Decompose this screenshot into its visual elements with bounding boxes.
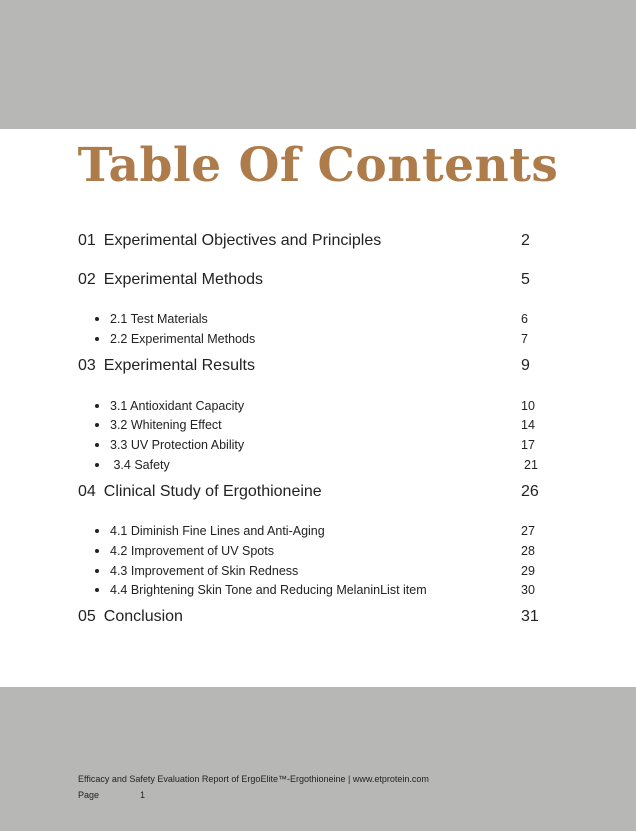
toc-item-2-1[interactable]	[0, 309, 636, 329]
footer-report-title: Efficacy and Safety Evaluation Report of ErgoElite™-Ergothioneine	[78, 774, 346, 784]
toc-item-label: 3.1 Antioxidant Capacity	[110, 399, 245, 413]
toc-page-number: 21	[524, 458, 538, 472]
footer-report-line	[78, 773, 429, 785]
bullet-icon	[95, 529, 99, 533]
toc-section-03[interactable]	[0, 356, 636, 376]
toc-page-number: 17	[521, 438, 535, 452]
footer-website-link[interactable]: www.etprotein.com	[352, 774, 429, 784]
toc-section-label	[78, 231, 381, 251]
toc-section-number: 02	[78, 271, 96, 288]
toc-section-label	[78, 356, 255, 376]
toc-item-label: 4.1 Diminish Fine Lines and Anti-Aging	[110, 524, 325, 538]
toc-section-01[interactable]	[0, 231, 636, 251]
toc-item-4-1[interactable]	[0, 521, 636, 541]
toc-item-4-4[interactable]	[0, 580, 636, 600]
toc-page-number: 29	[521, 564, 535, 578]
toc-item-label: 4.3 Improvement of Skin Redness	[110, 564, 299, 578]
footer-page-label: Page	[78, 790, 100, 800]
toc-page-number: 5	[521, 271, 530, 288]
toc-section-title: Experimental Methods	[103, 271, 263, 288]
toc-section-title: Experimental Results	[103, 357, 255, 374]
toc-section-number: 05	[78, 608, 96, 625]
toc-section-title: Conclusion	[103, 608, 183, 625]
toc-page-number: 26	[521, 483, 539, 500]
toc-item-label: 3.3 UV Protection Ability	[110, 438, 245, 452]
toc-section-02[interactable]	[0, 270, 636, 290]
footer-band	[0, 687, 636, 831]
toc-item-label: 4.4 Brightening Skin Tone and Reducing MelaninList item	[110, 583, 427, 597]
toc-page-number: 10	[521, 399, 535, 413]
toc-item-4-2[interactable]	[0, 541, 636, 561]
footer-separator: |	[348, 774, 351, 784]
toc-page-number: 7	[521, 332, 528, 346]
toc-section-number: 04	[78, 483, 96, 500]
bullet-icon	[95, 337, 99, 341]
toc-section-label	[78, 270, 263, 290]
toc-page-number: 14	[521, 418, 535, 432]
toc-item-label: 3.2 Whitening Effect	[110, 418, 222, 432]
footer-page-number: 1	[140, 790, 146, 800]
bullet-icon	[95, 423, 99, 427]
bullet-icon	[95, 443, 99, 447]
toc-section-number: 03	[78, 357, 96, 374]
toc-page-number: 27	[521, 524, 535, 538]
toc-page-number: 31	[521, 608, 539, 625]
bullet-icon	[95, 463, 99, 467]
bullet-icon	[95, 569, 99, 573]
toc-section-title: Experimental Objectives and Principles	[103, 232, 382, 249]
toc-item-4-3[interactable]	[0, 561, 636, 581]
toc-item-3-2[interactable]	[0, 415, 636, 435]
toc-section-05[interactable]	[0, 607, 636, 627]
toc-page-number: 9	[521, 357, 530, 374]
toc-section-title: Clinical Study of Ergothioneine	[103, 483, 322, 500]
toc-page-number: 30	[521, 583, 535, 597]
bullet-icon	[95, 588, 99, 592]
toc-item-3-4[interactable]	[0, 455, 636, 475]
toc-section-label	[78, 482, 322, 502]
toc-section-number: 01	[78, 232, 96, 249]
toc-item-3-1[interactable]	[0, 396, 636, 416]
toc-item-label: 3.4 Safety	[110, 458, 170, 472]
toc-page-number: 6	[521, 312, 528, 326]
toc-item-label: 2.2 Experimental Methods	[110, 332, 256, 346]
toc-section-label	[78, 607, 183, 627]
page-title: Table Of Contents	[77, 138, 559, 193]
toc-section-04[interactable]	[0, 482, 636, 502]
toc-item-label: 4.2 Improvement of UV Spots	[110, 544, 274, 558]
toc-page-number: 2	[521, 232, 530, 249]
toc-page-number: 28	[521, 544, 535, 558]
toc-item-3-3[interactable]	[0, 435, 636, 455]
bullet-icon	[95, 317, 99, 321]
bullet-icon	[95, 549, 99, 553]
bullet-icon	[95, 404, 99, 408]
toc-item-label: 2.1 Test Materials	[110, 312, 208, 326]
toc-item-2-2[interactable]	[0, 329, 636, 349]
